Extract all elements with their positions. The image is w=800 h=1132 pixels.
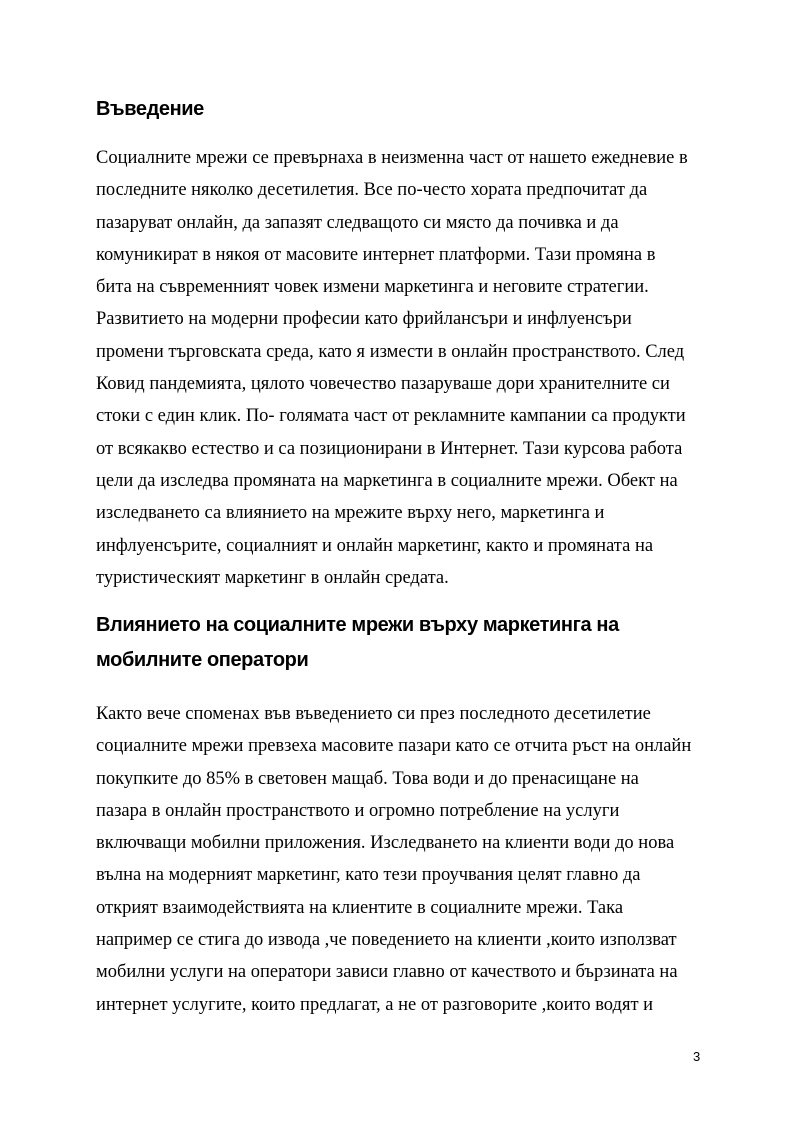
text-line: промени търговската среда, като я измести в онлайн пространството. След (96, 341, 685, 362)
text-line: вълна на модерният маркетинг, като тези проучвания целят главно да (96, 865, 641, 886)
text-line: интернет услугите, които предлагат, а не от разговорите ,които водят и (96, 994, 654, 1015)
text-line: покупките до 85% в световен мащаб. Това води и до пренасищане на (96, 768, 639, 789)
text-line: включващи мобилни приложения. Изследването на клиенти води до нова (96, 833, 675, 854)
section-heading-social-networks (96, 609, 619, 679)
text-line: Развитието на модерни професии като фрийлансъри и инфлуенсъри (96, 309, 632, 330)
section-heading-introduction (96, 93, 204, 125)
text-line: пазара в онлайн пространството и огромно потребление на услуги (96, 800, 620, 821)
heading-line: Въведение (96, 98, 204, 120)
text-line: Социалните мрежи се превърнаха в неизменна част от нашето ежедневие в (96, 148, 688, 168)
text-line: изследването са влиянието на мрежите върху него, маркетинга и (96, 503, 605, 524)
text-line: например се стига до извода ,че поведението на клиенти ,които използват (96, 930, 677, 951)
text-line: мобилни услуги на оператори зависи главно от качеството и бързината на (96, 962, 678, 983)
text-line: Както вече споменах във въведението си през последното десетилетие (96, 704, 651, 724)
text-line: от всякакво естество и са позиционирани в Интернет. Тази курсова работа (96, 438, 683, 459)
text-line: последните няколко десетилетия. Все по-често хората предпочитат да (96, 180, 648, 201)
text-line: социалните мрежи превзеха масовите пазари като се отчита ръст на онлайн (96, 736, 692, 757)
text-line: открият взаимодействията на клиентите в социалните мрежи. Така (96, 897, 624, 918)
heading-line: мобилните оператори (96, 649, 309, 671)
text-line: инфлуенсърите, социалният и онлайн маркетинг, както и промяната на (96, 535, 654, 556)
introduction-paragraph (96, 142, 716, 594)
social-networks-paragraph (96, 698, 716, 1021)
text-line: бита на съвременният човек измени маркетинга и неговите стратегии. (96, 277, 649, 298)
heading-line: Влиянието на социалните мрежи върху маркетинга на (96, 614, 619, 636)
text-line: пазаруват онлайн, да запазят следващото си място да почивка и да (96, 212, 619, 233)
page-number: 3 (693, 1049, 701, 1064)
text-line: комуникират в някоя от масовите интернет платформи. Тази промяна в (96, 244, 656, 265)
text-line: цели да изследва промяната на маркетинга в социалните мрежи. Обект на (96, 470, 678, 491)
text-line: Ковид пандемията, цялото човечество пазаруваше дори хранителните си (96, 374, 670, 395)
text-line: стоки с един клик. По- голямата част от рекламните кампании са продукти (96, 406, 686, 427)
text-line: туристическият маркетинг в онлайн средата. (96, 567, 449, 588)
